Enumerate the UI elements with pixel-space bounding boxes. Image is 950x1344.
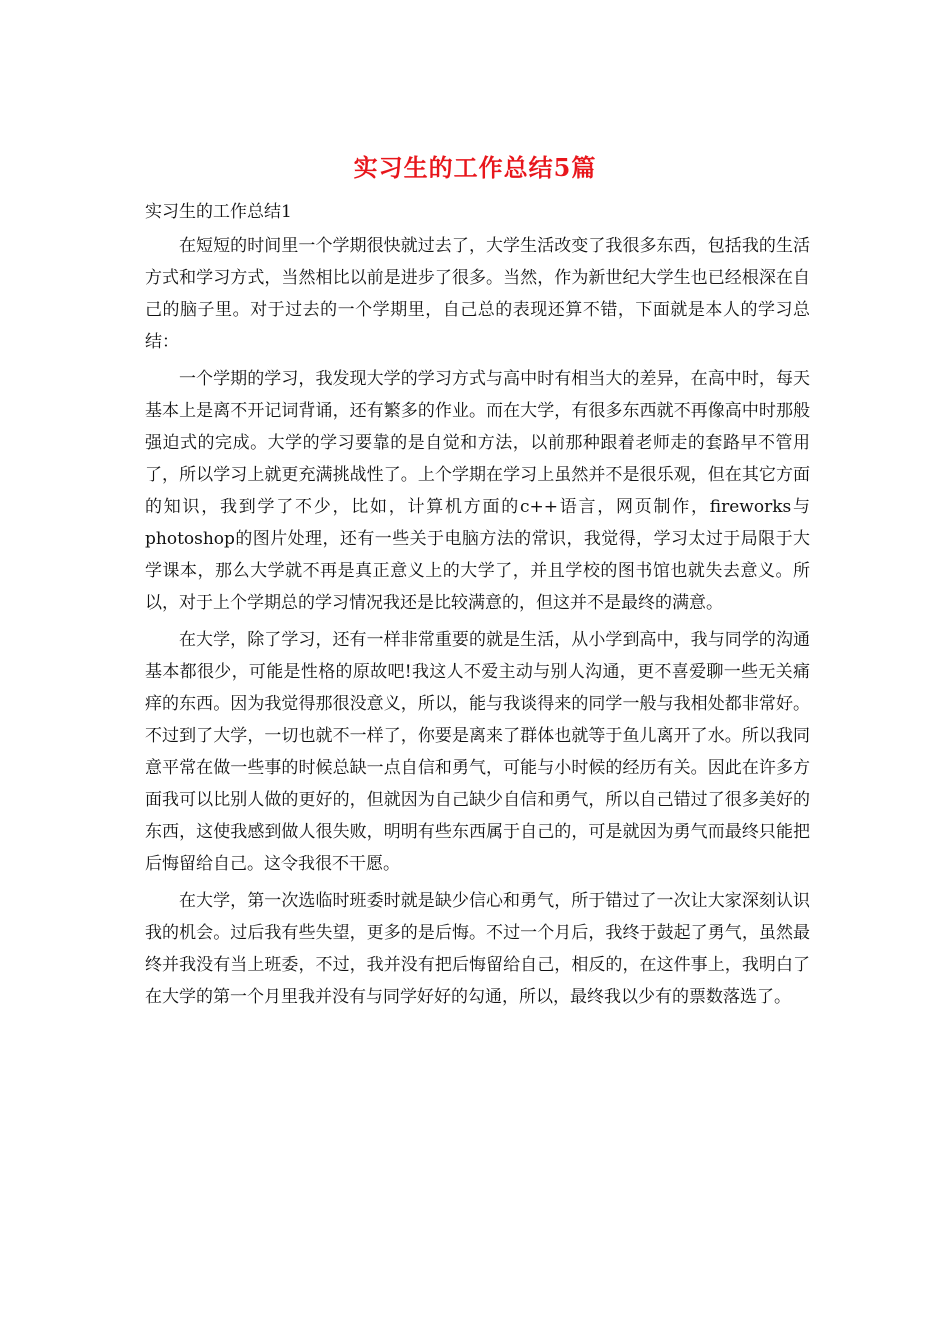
paragraph-2: 一个学期的学习，我发现大学的学习方式与高中时有相当大的差异，在高中时，每天基本上是离不开记词背诵，还有繁多的作业。而在大学，有很多东西就不再像高中时那般强迫式的完成。大学的学习要靠的是自觉和方法，以前那种跟着老师走的套路早不管用了，所以学习上就更充满挑战性了。上个学期在学习上虽然并不是很乐观，但在其它方面的知识，我到学了不少，比如，计算机方面的c++语言，网页制作，fireworks与photoshop的图片处理，还有一些关于电脑方法的常识，我觉得，学习太过于局限于大学课本，那么大学就不再是真正意义上的大学了，并且学校的图书馆也就失去意义。所以，对于上个学期总的学习情况我还是比较满意的，但这并不是最终的满意。 [145, 369, 810, 613]
section-heading: 实习生的工作总结1 [145, 202, 292, 222]
paragraph-3: 在大学，除了学习，还有一样非常重要的就是生活，从小学到高中，我与同学的沟通基本都很少，可能是性格的原故吧!我这人不爱主动与别人沟通，更不喜爱聊一些无关痛痒的东西。因为我觉得那很没意义，所以，能与我谈得来的同学一般与我相处都非常好。不过到了大学，一切也就不一样了，你要是离来了群体也就等于鱼儿离开了水。所以我同意平常在做一些事的时候总缺一点自信和勇气，可能与小时候的经历有关。因此在许多方面我可以比别人做的更好的，但就因为自己缺少自信和勇气，所以自己错过了很多美好的东西，这使我感到做人很失败，明明有些东西属于自己的，可是就因为勇气而最终只能把后悔留给自己。这令我很不干愿。 [145, 630, 810, 874]
document-title: 实习生的工作总结5篇 [353, 153, 597, 182]
paragraph-4: 在大学，第一次选临时班委时就是缺少信心和勇气，所于错过了一次让大家深刻认识我的机会。过后我有些失望，更多的是后悔。不过一个月后，我终于鼓起了勇气，虽然最终并我没有当上班委，不过，我并没有把后悔留给自己，相反的，在这件事上，我明白了在大学的第一个月里我并没有与同学好好的勾通，所以，最终我以少有的票数落选了。 [145, 891, 810, 1007]
document-body [145, 196, 810, 1018]
paragraph-1: 在短短的时间里一个学期很快就过去了，大学生活改变了我很多东西，包括我的生活方式和学习方式，当然相比以前是进步了很多。当然，作为新世纪大学生也已经根深在自己的脑子里。对于过去的一个学期里，自己总的表现还算不错，下面就是本人的学习总结： [145, 236, 810, 352]
